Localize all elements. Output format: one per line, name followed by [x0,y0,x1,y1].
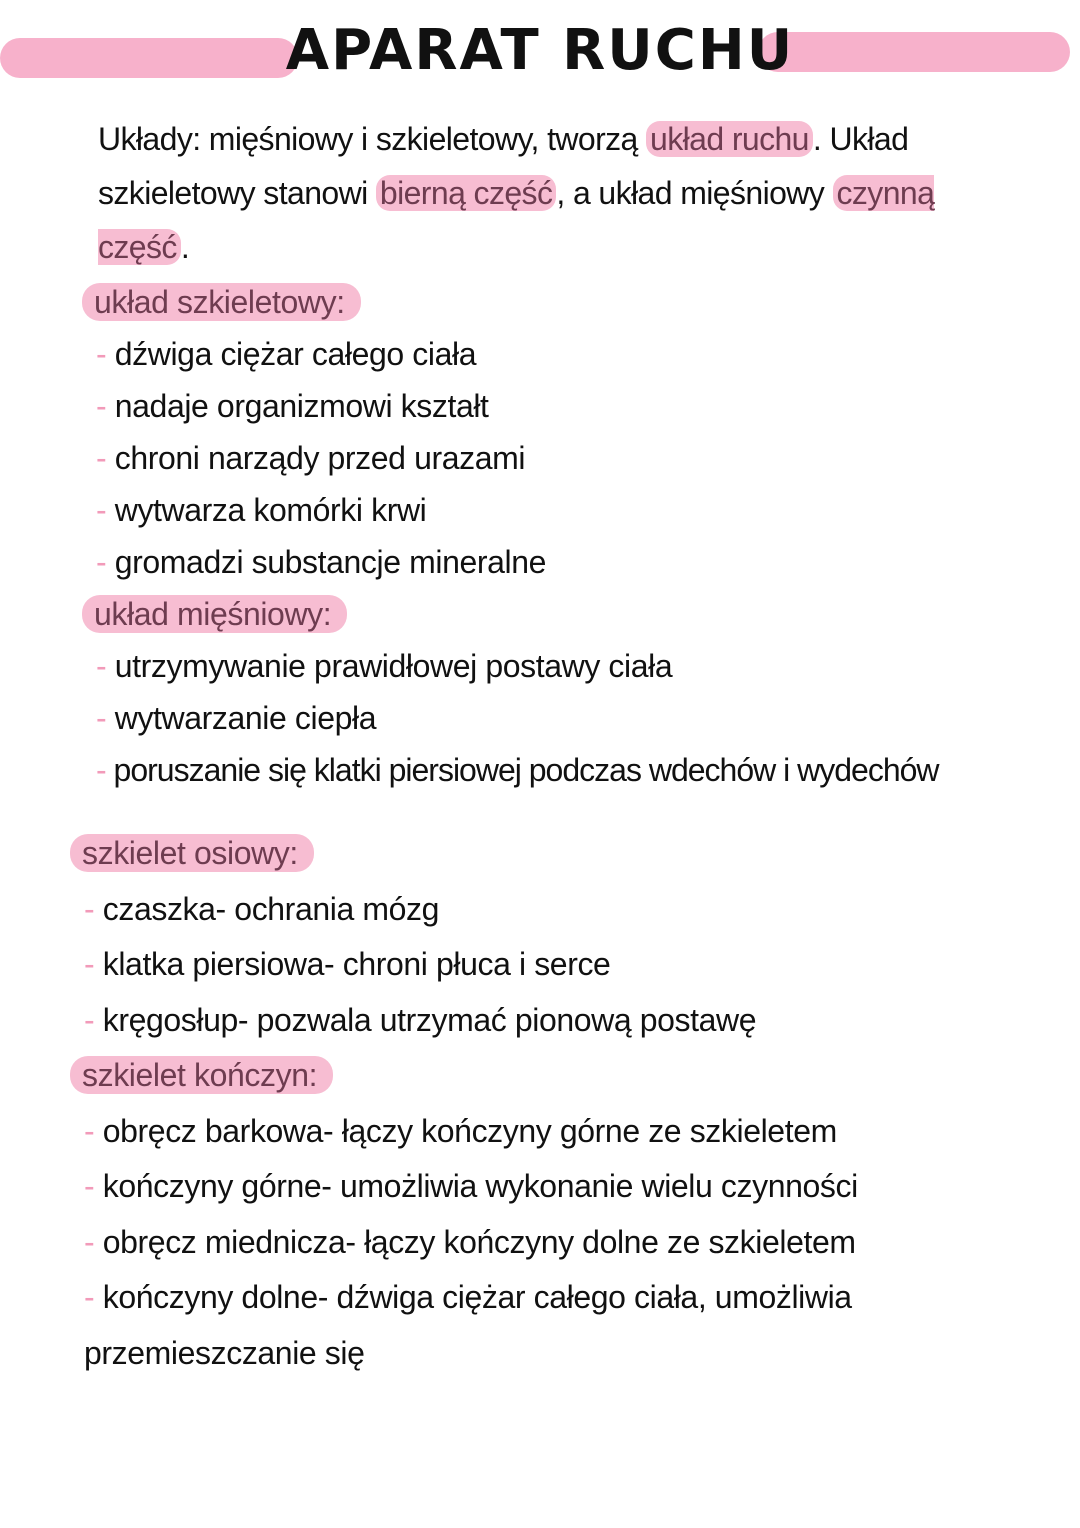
page-title: APARAT RUCHU [285,18,795,83]
list-item: - gromadzi substancje mineralne [96,544,547,580]
highlight: bierną część [376,175,556,211]
intro-paragraph: Układy: mięśniowy i szkieletowy, tworzą układ ruchu . Układ szkieletowy stanowi bierną część , a układ mięśniowy czynną część . [98,121,935,265]
section-skeleton-parts [84,826,858,1381]
list-item: - utrzymywanie prawidłowej postawy ciała [96,648,673,684]
highlight: czynną część [98,175,935,265]
section-heading: szkielet osiowy: [70,834,314,872]
list-item: - czaszka- ochrania mózg [84,890,439,927]
list-item: - dźwiga ciężar całego ciała [96,336,477,372]
section-heading: układ mięśniowy: [82,595,347,633]
highlight: układ ruchu [646,121,813,157]
list-item: - poruszanie się klatki piersiowej podczas wdechów i wydechów [96,752,939,788]
list-item-continuation: przemieszczanie się [84,1334,365,1371]
list-item: - kończyny górne- umożliwia wykonanie wielu czynności [84,1168,858,1204]
list-item: - kończyny dolne- dźwiga ciężar całego ciała, umożliwia [84,1279,852,1315]
list-item: - chroni narządy przed urazami [96,440,526,476]
section-heading: szkielet kończyn: [70,1056,333,1094]
list-item: - wytwarzanie ciepła [96,700,377,736]
section-skeletal-system [96,276,939,796]
list-item: - nadaje organizmowi kształt [96,388,489,424]
list-item: - kręgosłup- pozwala utrzymać pionową postawę [84,1001,757,1038]
section-heading: układ szkieletowy: [82,283,361,321]
list-item: - obręcz miednicza- łączy kończyny dolne ze szkieletem [84,1223,856,1260]
list-item: - obręcz barkowa- łączy kończyny górne ze szkieletem [84,1112,837,1149]
list-item: - wytwarza komórki krwi [96,492,427,528]
list-item: - klatka piersiowa- chroni płuca i serce [84,946,611,982]
